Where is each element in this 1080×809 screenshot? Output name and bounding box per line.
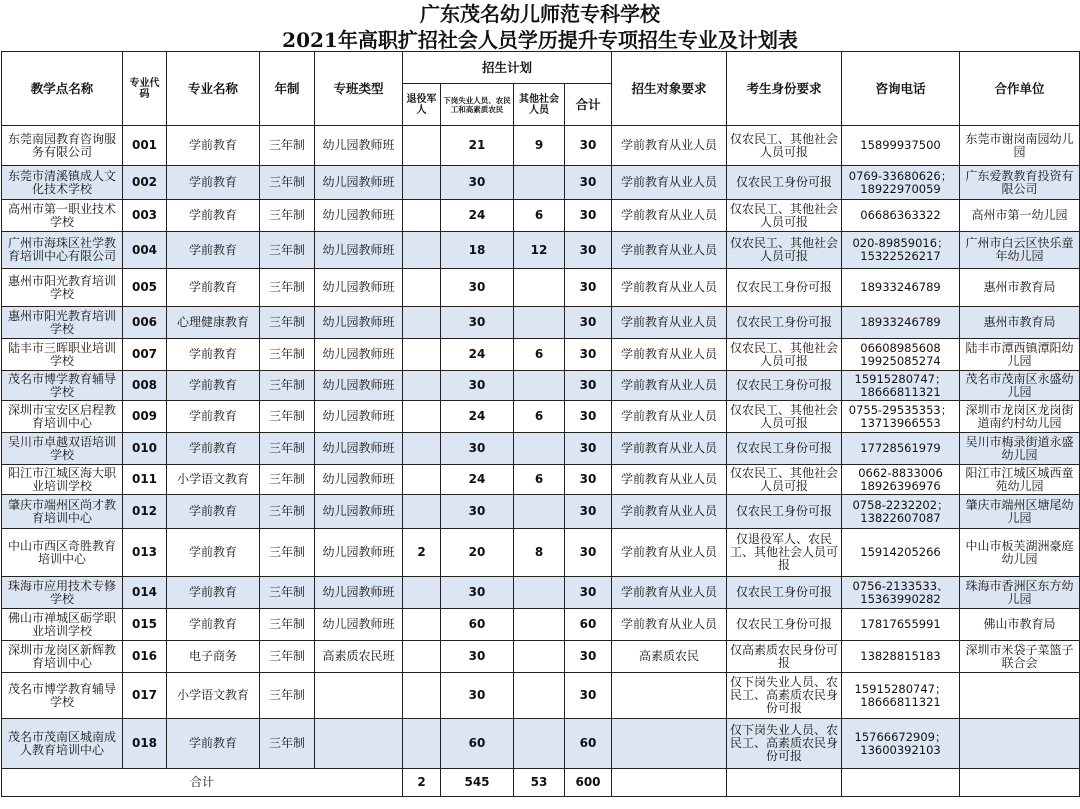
cell-school: 肇庆市端州区尚才教育培训中心: [2, 495, 123, 529]
cell-laid-off: 30: [441, 641, 514, 673]
header-target: 招生对象要求: [612, 52, 727, 126]
cell-total: 30: [565, 307, 612, 339]
cell-class-type: 幼儿园教师班: [315, 577, 403, 609]
cell-major: 学前教育: [167, 529, 260, 577]
cell-phone: 15766672909；13600392103: [842, 719, 960, 769]
cell-identity: 仅农民工、其他社会人员可报: [727, 126, 842, 166]
cell-target: 学前教育从业人员: [612, 166, 727, 200]
cell-partner: 东莞市谢岗南园幼儿园: [960, 126, 1080, 166]
cell-partner: 珠海市香洲区东方幼儿园: [960, 577, 1080, 609]
cell-identity: 仅农民工身份可报: [727, 609, 842, 641]
cell-partner: 高州市第一幼儿园: [960, 200, 1080, 232]
cell-identity: 仅农民工身份可报: [727, 495, 842, 529]
cell-total: 30: [565, 339, 612, 371]
cell-duration: 三年制: [260, 641, 315, 673]
cell-code: 015: [123, 609, 167, 641]
cell-code: 008: [123, 371, 167, 401]
cell-major: 学前教育: [167, 126, 260, 166]
cell-school: 吴川市卓越双语培训学校: [2, 433, 123, 465]
cell-school: 深圳市龙岗区新辉教育培训中心: [2, 641, 123, 673]
cell-school: 高州市第一职业技术学校: [2, 200, 123, 232]
cell-phone: 15915280747；18666811321: [842, 673, 960, 719]
table-row: [2, 609, 1080, 641]
cell-school: 惠州市阳光教育培训学校: [2, 307, 123, 339]
cell-total: 30: [565, 269, 612, 307]
cell-code: 003: [123, 200, 167, 232]
cell-class-type: 幼儿园教师班: [315, 307, 403, 339]
cell-duration: 三年制: [260, 371, 315, 401]
cell-school: 茂名市茂南区城南成人教育培训中心: [2, 719, 123, 769]
cell-veterans: [403, 433, 441, 465]
cell-target: 高素质农民: [612, 641, 727, 673]
cell-other: [514, 719, 565, 769]
cell-other: [514, 495, 565, 529]
cell-target: 学前教育从业人员: [612, 433, 727, 465]
cell-partner: 广州市白云区快乐童年幼儿园: [960, 232, 1080, 269]
page-title: 广东茂名幼儿师范专科学校: [420, 2, 660, 26]
cell-total: 30: [565, 126, 612, 166]
cell-veterans: [403, 200, 441, 232]
cell-phone: 18933246789: [842, 269, 960, 307]
cell-partner: 中山市板芙湖洲豪庭幼儿园: [960, 529, 1080, 577]
cell-veterans: [403, 641, 441, 673]
table-row: [2, 371, 1080, 401]
cell-veterans: [403, 577, 441, 609]
cell-class-type: 幼儿园教师班: [315, 529, 403, 577]
table-row: [2, 529, 1080, 577]
totals-row: [2, 769, 1080, 797]
cell-major: 心理健康教育: [167, 307, 260, 339]
cell-duration: 三年制: [260, 339, 315, 371]
table-row: [2, 126, 1080, 166]
header-school: 教学点名称: [2, 52, 123, 126]
table-row: [2, 339, 1080, 371]
cell-other: [514, 371, 565, 401]
table-row: [2, 307, 1080, 339]
cell-other: [514, 166, 565, 200]
cell-phone: 0758-2232202；13822607087: [842, 495, 960, 529]
cell-phone: 13828815183: [842, 641, 960, 673]
cell-major: 学前教育: [167, 269, 260, 307]
cell-phone: 020-89859016；15322526217: [842, 232, 960, 269]
cell-major: 学前教育: [167, 609, 260, 641]
cell-laid-off: 24: [441, 465, 514, 495]
cell-target: 学前教育从业人员: [612, 339, 727, 371]
cell-phone: 0755-29535353；13713966553: [842, 401, 960, 433]
cell-duration: 三年制: [260, 232, 315, 269]
cell-other: 6: [514, 401, 565, 433]
cell-school: 广州市海珠区社学教育培训中心有限公司: [2, 232, 123, 269]
cell-laid-off: 21: [441, 126, 514, 166]
cell-total: 30: [565, 401, 612, 433]
cell-school: 阳江市江城区海大职业培训学校: [2, 465, 123, 495]
cell-duration: 三年制: [260, 126, 315, 166]
cell-class-type: 高素质农民班: [315, 641, 403, 673]
cell-class-type: 幼儿园教师班: [315, 126, 403, 166]
cell-major: 学前教育: [167, 577, 260, 609]
cell-major: 学前教育: [167, 232, 260, 269]
cell-total: 30: [565, 371, 612, 401]
cell-partner: 惠州市教育局: [960, 307, 1080, 339]
cell-laid-off: 24: [441, 200, 514, 232]
cell-total: 30: [565, 433, 612, 465]
cell-school: 东莞市清溪镇成人文化技术学校: [2, 166, 123, 200]
cell-school: 茂名市博学教育辅导学校: [2, 673, 123, 719]
cell-total: 30: [565, 166, 612, 200]
cell-code: 016: [123, 641, 167, 673]
cell-total: 30: [565, 673, 612, 719]
cell-target: 学前教育从业人员: [612, 126, 727, 166]
cell-duration: 三年制: [260, 577, 315, 609]
cell-laid-off: 30: [441, 166, 514, 200]
totals-blank-target: [612, 769, 727, 797]
cell-partner: 惠州市教育局: [960, 269, 1080, 307]
cell-school: 东莞南园教育咨询服务有限公司: [2, 126, 123, 166]
totals-blank-partner: [960, 769, 1080, 797]
cell-school: 佛山市禅城区砺学职业培训学校: [2, 609, 123, 641]
cell-partner: 陆丰市潭西镇潭阳幼儿园: [960, 339, 1080, 371]
cell-code: 010: [123, 433, 167, 465]
cell-class-type: 幼儿园教师班: [315, 339, 403, 371]
cell-other: [514, 609, 565, 641]
cell-phone: 0756-2133533、15363990282: [842, 577, 960, 609]
cell-laid-off: 30: [441, 673, 514, 719]
cell-laid-off: 60: [441, 609, 514, 641]
cell-phone: 0769-33680626；18922970059: [842, 166, 960, 200]
cell-identity: 仅农民工、其他社会人员可报: [727, 339, 842, 371]
cell-class-type: 幼儿园教师班: [315, 166, 403, 200]
cell-target: 学前教育从业人员: [612, 609, 727, 641]
cell-veterans: [403, 465, 441, 495]
cell-code: 017: [123, 673, 167, 719]
cell-target: 学前教育从业人员: [612, 371, 727, 401]
cell-other: [514, 673, 565, 719]
cell-identity: 仅农民工、其他社会人员可报: [727, 465, 842, 495]
cell-duration: 三年制: [260, 673, 315, 719]
cell-code: 013: [123, 529, 167, 577]
cell-school: 中山市西区奇胜教育培训中心: [2, 529, 123, 577]
cell-target: 学前教育从业人员: [612, 269, 727, 307]
cell-target: 学前教育从业人员: [612, 465, 727, 495]
cell-total: 30: [565, 641, 612, 673]
cell-partner: 广东爱教教育投资有限公司: [960, 166, 1080, 200]
cell-identity: 仅农民工身份可报: [727, 433, 842, 465]
cell-duration: 三年制: [260, 269, 315, 307]
cell-identity: 仅农民工身份可报: [727, 269, 842, 307]
cell-total: 30: [565, 465, 612, 495]
cell-identity: 仅下岗失业人员、农民工、高素质农民身份可报: [727, 719, 842, 769]
header-partner: 合作单位: [960, 52, 1080, 126]
cell-class-type: 幼儿园教师班: [315, 371, 403, 401]
cell-phone: 15899937500: [842, 126, 960, 166]
cell-class-type: 幼儿园教师班: [315, 401, 403, 433]
cell-class-type: 幼儿园教师班: [315, 609, 403, 641]
cell-laid-off: 30: [441, 371, 514, 401]
header-major: 专业名称: [167, 52, 260, 126]
cell-class-type: [315, 719, 403, 769]
cell-identity: 仅农民工身份可报: [727, 577, 842, 609]
cell-duration: 三年制: [260, 529, 315, 577]
cell-major: 学前教育: [167, 371, 260, 401]
cell-code: 007: [123, 339, 167, 371]
cell-code: 002: [123, 166, 167, 200]
cell-partner: 阳江市江城区城西童苑幼儿园: [960, 465, 1080, 495]
header-identity: 考生身份要求: [727, 52, 842, 126]
cell-duration: 三年制: [260, 465, 315, 495]
cell-code: 001: [123, 126, 167, 166]
cell-total: 60: [565, 609, 612, 641]
cell-laid-off: 18: [441, 232, 514, 269]
cell-laid-off: 24: [441, 401, 514, 433]
cell-identity: 仅农民工身份可报: [727, 307, 842, 339]
cell-major: 学前教育: [167, 200, 260, 232]
cell-school: 珠海市应用技术专修学校: [2, 577, 123, 609]
cell-total: 30: [565, 529, 612, 577]
cell-target: [612, 719, 727, 769]
cell-target: 学前教育从业人员: [612, 307, 727, 339]
totals-blank-phone: [842, 769, 960, 797]
cell-target: 学前教育从业人员: [612, 529, 727, 577]
cell-duration: 三年制: [260, 401, 315, 433]
cell-duration: 三年制: [260, 200, 315, 232]
cell-code: 006: [123, 307, 167, 339]
cell-total: 60: [565, 719, 612, 769]
cell-partner: 茂名市茂南区永盛幼儿园: [960, 371, 1080, 401]
cell-veterans: 2: [403, 529, 441, 577]
cell-other: [514, 577, 565, 609]
cell-class-type: 幼儿园教师班: [315, 433, 403, 465]
table-row: [2, 433, 1080, 465]
totals-blank-identity: [727, 769, 842, 797]
cell-laid-off: 20: [441, 529, 514, 577]
cell-major: 小学语文教育: [167, 465, 260, 495]
cell-laid-off: 30: [441, 495, 514, 529]
cell-code: 018: [123, 719, 167, 769]
cell-partner: 佛山市教育局: [960, 609, 1080, 641]
cell-target: 学前教育从业人员: [612, 577, 727, 609]
cell-identity: 仅农民工、其他社会人员可报: [727, 401, 842, 433]
cell-laid-off: 30: [441, 433, 514, 465]
cell-identity: 仅高素质农民身份可报: [727, 641, 842, 673]
cell-laid-off: 30: [441, 577, 514, 609]
cell-duration: 三年制: [260, 166, 315, 200]
table-row: [2, 465, 1080, 495]
cell-major: 电子商务: [167, 641, 260, 673]
cell-total: 30: [565, 577, 612, 609]
header-code: 专业代码: [123, 52, 167, 126]
cell-target: 学前教育从业人员: [612, 401, 727, 433]
cell-major: 小学语文教育: [167, 673, 260, 719]
cell-veterans: [403, 269, 441, 307]
cell-veterans: [403, 371, 441, 401]
cell-code: 012: [123, 495, 167, 529]
cell-phone: 15914205266: [842, 529, 960, 577]
cell-class-type: 幼儿园教师班: [315, 269, 403, 307]
cell-major: 学前教育: [167, 166, 260, 200]
cell-other: [514, 307, 565, 339]
cell-other: 6: [514, 200, 565, 232]
cell-target: 学前教育从业人员: [612, 200, 727, 232]
cell-class-type: 幼儿园教师班: [315, 495, 403, 529]
cell-phone: 17817655991: [842, 609, 960, 641]
cell-class-type: 幼儿园教师班: [315, 232, 403, 269]
cell-other: 6: [514, 465, 565, 495]
header-veterans: 退役军人: [403, 84, 441, 126]
totals-other: 53: [514, 769, 565, 797]
cell-partner: [960, 673, 1080, 719]
cell-identity: 仅农民工、其他社会人员可报: [727, 232, 842, 269]
cell-major: 学前教育: [167, 401, 260, 433]
table-row: [2, 200, 1080, 232]
cell-veterans: [403, 673, 441, 719]
cell-veterans: [403, 232, 441, 269]
cell-code: 009: [123, 401, 167, 433]
cell-laid-off: 60: [441, 719, 514, 769]
cell-partner: 肇庆市端州区塘尾幼儿园: [960, 495, 1080, 529]
cell-identity: 仅农民工、其他社会人员可报: [727, 200, 842, 232]
cell-phone: 17728561979: [842, 433, 960, 465]
cell-other: 9: [514, 126, 565, 166]
cell-major: 学前教育: [167, 339, 260, 371]
cell-code: 014: [123, 577, 167, 609]
cell-duration: 三年制: [260, 719, 315, 769]
header-other: 其他社会人员: [514, 84, 565, 126]
cell-major: 学前教育: [167, 719, 260, 769]
table-row: [2, 232, 1080, 269]
table-row: [2, 719, 1080, 769]
cell-veterans: [403, 166, 441, 200]
cell-partner: [960, 719, 1080, 769]
cell-total: 30: [565, 232, 612, 269]
cell-partner: 深圳市龙岗区龙岗街道南约村幼儿园: [960, 401, 1080, 433]
cell-phone: 06686363322: [842, 200, 960, 232]
cell-other: [514, 433, 565, 465]
cell-laid-off: 24: [441, 339, 514, 371]
header-subtotal: 合计: [565, 84, 612, 126]
cell-identity: 仅农民工身份可报: [727, 371, 842, 401]
header-plan: 招生计划: [403, 52, 612, 84]
cell-other: [514, 641, 565, 673]
cell-target: 学前教育从业人员: [612, 232, 727, 269]
header-laid-off: 下岗失业人员、农民工和高素质农民: [441, 84, 514, 126]
cell-partner: 吴川市梅录街道永盛幼儿园: [960, 433, 1080, 465]
header-phone: 咨询电话: [842, 52, 960, 126]
totals-total: 600: [565, 769, 612, 797]
cell-other: 8: [514, 529, 565, 577]
cell-identity: 仅退役军人、农民工、其他社会人员可报: [727, 529, 842, 577]
cell-veterans: [403, 719, 441, 769]
cell-partner: 深圳市米袋子菜篮子联合会: [960, 641, 1080, 673]
cell-veterans: [403, 307, 441, 339]
cell-target: 学前教育从业人员: [612, 495, 727, 529]
totals-laid-off: 545: [441, 769, 514, 797]
cell-code: 005: [123, 269, 167, 307]
header-class-type: 专班类型: [315, 52, 403, 126]
cell-duration: 三年制: [260, 495, 315, 529]
cell-code: 011: [123, 465, 167, 495]
cell-identity: 仅农民工身份可报: [727, 166, 842, 200]
table-row: [2, 495, 1080, 529]
cell-class-type: 幼儿园教师班: [315, 200, 403, 232]
cell-major: 学前教育: [167, 495, 260, 529]
cell-target: [612, 673, 727, 719]
cell-major: 学前教育: [167, 433, 260, 465]
table-row: [2, 577, 1080, 609]
cell-phone: 0662-8833006 18926396976: [842, 465, 960, 495]
cell-duration: 三年制: [260, 433, 315, 465]
page-subtitle: 2021年高职扩招社会人员学历提升专项招生专业及计划表: [282, 28, 798, 52]
cell-identity: 仅下岗失业人员、农民工、高素质农民身份可报: [727, 673, 842, 719]
cell-phone: 06608985608 19925085274: [842, 339, 960, 371]
cell-phone: 15915280747；18666811321: [842, 371, 960, 401]
cell-veterans: [403, 401, 441, 433]
table-row: [2, 673, 1080, 719]
cell-veterans: [403, 495, 441, 529]
totals-veterans: 2: [403, 769, 441, 797]
table-row: [2, 401, 1080, 433]
cell-total: 30: [565, 200, 612, 232]
enrollment-table: [1, 51, 1080, 797]
table-row: [2, 641, 1080, 673]
cell-other: [514, 269, 565, 307]
totals-label: 合计: [2, 769, 403, 797]
cell-other: 6: [514, 339, 565, 371]
table-row: [2, 269, 1080, 307]
cell-phone: 18933246789: [842, 307, 960, 339]
cell-duration: 三年制: [260, 307, 315, 339]
cell-other: 12: [514, 232, 565, 269]
cell-laid-off: 30: [441, 307, 514, 339]
cell-school: 茂名市博学教育辅导学校: [2, 371, 123, 401]
cell-laid-off: 30: [441, 269, 514, 307]
cell-veterans: [403, 339, 441, 371]
cell-school: 陆丰市三晖职业培训学校: [2, 339, 123, 371]
cell-duration: 三年制: [260, 609, 315, 641]
cell-school: 深圳市宝安区启程教育培训中心: [2, 401, 123, 433]
header-duration: 年制: [260, 52, 315, 126]
cell-code: 004: [123, 232, 167, 269]
table-row: [2, 166, 1080, 200]
cell-total: 30: [565, 495, 612, 529]
cell-veterans: [403, 126, 441, 166]
cell-school: 惠州市阳光教育培训学校: [2, 269, 123, 307]
cell-class-type: 幼儿园教师班: [315, 465, 403, 495]
cell-veterans: [403, 609, 441, 641]
table-body: [2, 126, 1080, 797]
cell-class-type: [315, 673, 403, 719]
